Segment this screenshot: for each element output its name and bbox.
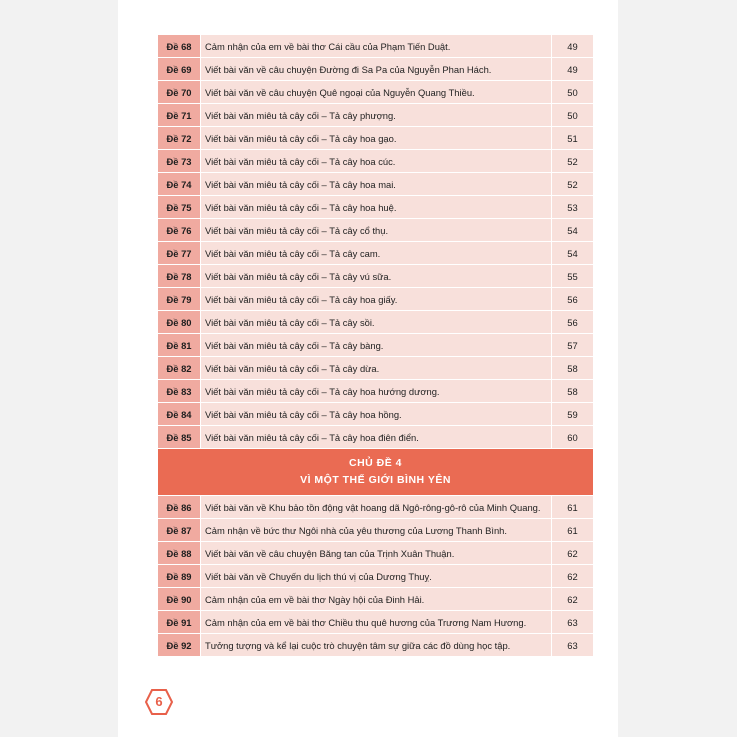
toc-entry-number: Đề 69 (158, 58, 201, 81)
toc-entry-title: Viết bài văn miêu tả cây cối – Tả cây hoa hồng. (201, 403, 552, 426)
toc-row (158, 519, 594, 542)
toc-entry-number: Đề 70 (158, 81, 201, 104)
toc-entry-page: 63 (552, 634, 594, 657)
toc-row (158, 357, 594, 380)
toc-entry-title: Viết bài văn miêu tả cây cối – Tả cây bàng. (201, 334, 552, 357)
toc-entry-title: Viết bài văn miêu tả cây cối – Tả cây hoa điên điển. (201, 426, 552, 449)
toc-row (158, 426, 594, 449)
topic-heading-row (158, 449, 594, 496)
toc-row (158, 634, 594, 657)
toc-entry-number: Đề 83 (158, 380, 201, 403)
toc-row (158, 58, 594, 81)
toc-entry-page: 54 (552, 242, 594, 265)
toc-row (158, 403, 594, 426)
toc-entry-number: Đề 72 (158, 127, 201, 150)
toc-entry-title: Cảm nhận về bức thư Ngôi nhà của yêu thương của Lương Thanh Bình. (201, 519, 552, 542)
toc-entry-page: 59 (552, 403, 594, 426)
toc-entry-title: Viết bài văn miêu tả cây cối – Tả cây hoa hướng dương. (201, 380, 552, 403)
toc-row (158, 496, 594, 519)
toc-entry-page: 49 (552, 35, 594, 58)
toc-row (158, 542, 594, 565)
topic-title: VÌ MỘT THẾ GIỚI BÌNH YÊN (300, 474, 451, 486)
toc-row (158, 173, 594, 196)
toc-row (158, 288, 594, 311)
toc-entry-title: Viết bài văn về câu chuyện Băng tan của Trịnh Xuân Thuận. (201, 542, 552, 565)
toc-entry-number: Đề 71 (158, 104, 201, 127)
toc-entry-title: Viết bài văn miêu tả cây cối – Tả cây hoa gạo. (201, 127, 552, 150)
toc-entry-title: Viết bài văn miêu tả cây cối – Tả cây cam. (201, 242, 552, 265)
toc-entry-number: Đề 82 (158, 357, 201, 380)
toc-section-top (158, 35, 594, 449)
toc-entry-number: Đề 76 (158, 219, 201, 242)
toc-entry-page: 62 (552, 565, 594, 588)
toc-row (158, 81, 594, 104)
toc-entry-page: 62 (552, 542, 594, 565)
topic-heading (158, 449, 594, 496)
toc-entry-page: 61 (552, 519, 594, 542)
toc-entry-number: Đề 92 (158, 634, 201, 657)
toc-row (158, 196, 594, 219)
toc-entry-number: Đề 81 (158, 334, 201, 357)
toc-entry-number: Đề 88 (158, 542, 201, 565)
toc-entry-number: Đề 80 (158, 311, 201, 334)
toc-entry-page: 53 (552, 196, 594, 219)
toc-row (158, 35, 594, 58)
toc-entry-page: 63 (552, 611, 594, 634)
toc-row (158, 219, 594, 242)
toc-entry-number: Đề 79 (158, 288, 201, 311)
toc-entry-page: 50 (552, 81, 594, 104)
toc-entry-number: Đề 91 (158, 611, 201, 634)
toc-row (158, 150, 594, 173)
toc-entry-page: 49 (552, 58, 594, 81)
toc-entry-number: Đề 87 (158, 519, 201, 542)
toc-entry-title: Viết bài văn về câu chuyện Quê ngoại của Nguyễn Quang Thiều. (201, 81, 552, 104)
toc-entry-number: Đề 74 (158, 173, 201, 196)
toc-entry-title: Cảm nhận của em về bài thơ Cái cầu của Phạm Tiến Duật. (201, 35, 552, 58)
toc-entry-number: Đề 77 (158, 242, 201, 265)
toc-entry-number: Đề 84 (158, 403, 201, 426)
toc-entry-number: Đề 68 (158, 35, 201, 58)
toc-entry-title: Cảm nhận của em về bài thơ Ngày hội của Đinh Hải. (201, 588, 552, 611)
toc-entry-number: Đề 89 (158, 565, 201, 588)
toc-entry-title: Viết bài văn miêu tả cây cối – Tả cây hoa huệ. (201, 196, 552, 219)
toc-entry-title: Viết bài văn miêu tả cây cối – Tả cây sồi. (201, 311, 552, 334)
toc-entry-title: Viết bài văn về Chuyến du lịch thú vị của Dương Thuỵ. (201, 565, 552, 588)
toc-entry-title: Viết bài văn miêu tả cây cối – Tả cây dừa. (201, 357, 552, 380)
toc-row (158, 380, 594, 403)
toc-entry-page: 50 (552, 104, 594, 127)
toc-entry-page: 52 (552, 150, 594, 173)
toc-entry-page: 58 (552, 357, 594, 380)
toc-section-bottom (158, 496, 594, 657)
toc-row (158, 242, 594, 265)
toc-entry-page: 60 (552, 426, 594, 449)
toc-entry-title: Viết bài văn miêu tả cây cối – Tả cây hoa cúc. (201, 150, 552, 173)
toc-entry-page: 56 (552, 311, 594, 334)
toc-entry-page: 57 (552, 334, 594, 357)
toc-entry-page: 56 (552, 288, 594, 311)
toc-entry-title: Tưởng tượng và kể lại cuộc trò chuyện tâm sự giữa các đồ dùng học tập. (201, 634, 552, 657)
toc-entry-title: Viết bài văn miêu tả cây cối – Tả cây phượng. (201, 104, 552, 127)
toc-row (158, 565, 594, 588)
toc-entry-title: Viết bài văn về Khu bảo tồn động vật hoang dã Ngô-rông-gô-rô của Minh Quang. (201, 496, 552, 519)
toc-entry-title: Viết bài văn miêu tả cây cối – Tả cây vú sữa. (201, 265, 552, 288)
toc-row (158, 265, 594, 288)
toc-entry-number: Đề 90 (158, 588, 201, 611)
toc-entry-title: Viết bài văn miêu tả cây cối – Tả cây hoa mai. (201, 173, 552, 196)
toc-entry-page: 61 (552, 496, 594, 519)
toc-entry-page: 58 (552, 380, 594, 403)
toc-row (158, 127, 594, 150)
topic-number: CHỦ ĐỀ 4 (348, 457, 402, 469)
toc-row (158, 104, 594, 127)
toc-entry-title: Viết bài văn miêu tả cây cối – Tả cây cổ thụ. (201, 219, 552, 242)
toc-entry-page: 51 (552, 127, 594, 150)
toc-row (158, 611, 594, 634)
toc-topic-section (158, 449, 594, 496)
table-of-contents (157, 34, 594, 657)
toc-entry-number: Đề 86 (158, 496, 201, 519)
toc-entry-number: Đề 73 (158, 150, 201, 173)
toc-entry-title: Viết bài văn về câu chuyện Đường đi Sa Pa của Nguyễn Phan Hách. (201, 58, 552, 81)
toc-entry-number: Đề 85 (158, 426, 201, 449)
toc-entry-page: 55 (552, 265, 594, 288)
page-number: 6 (155, 694, 163, 709)
toc-entry-number: Đề 75 (158, 196, 201, 219)
toc-row (158, 588, 594, 611)
toc-row (158, 334, 594, 357)
toc-entry-number: Đề 78 (158, 265, 201, 288)
page-number-badge (145, 688, 173, 716)
toc-entry-page: 52 (552, 173, 594, 196)
toc-row (158, 311, 594, 334)
toc-entry-page: 54 (552, 219, 594, 242)
toc-entry-title: Viết bài văn miêu tả cây cối – Tả cây hoa giấy. (201, 288, 552, 311)
toc-entry-title: Cảm nhận của em về bài thơ Chiều thu quê hương của Trương Nam Hương. (201, 611, 552, 634)
toc-entry-page: 62 (552, 588, 594, 611)
